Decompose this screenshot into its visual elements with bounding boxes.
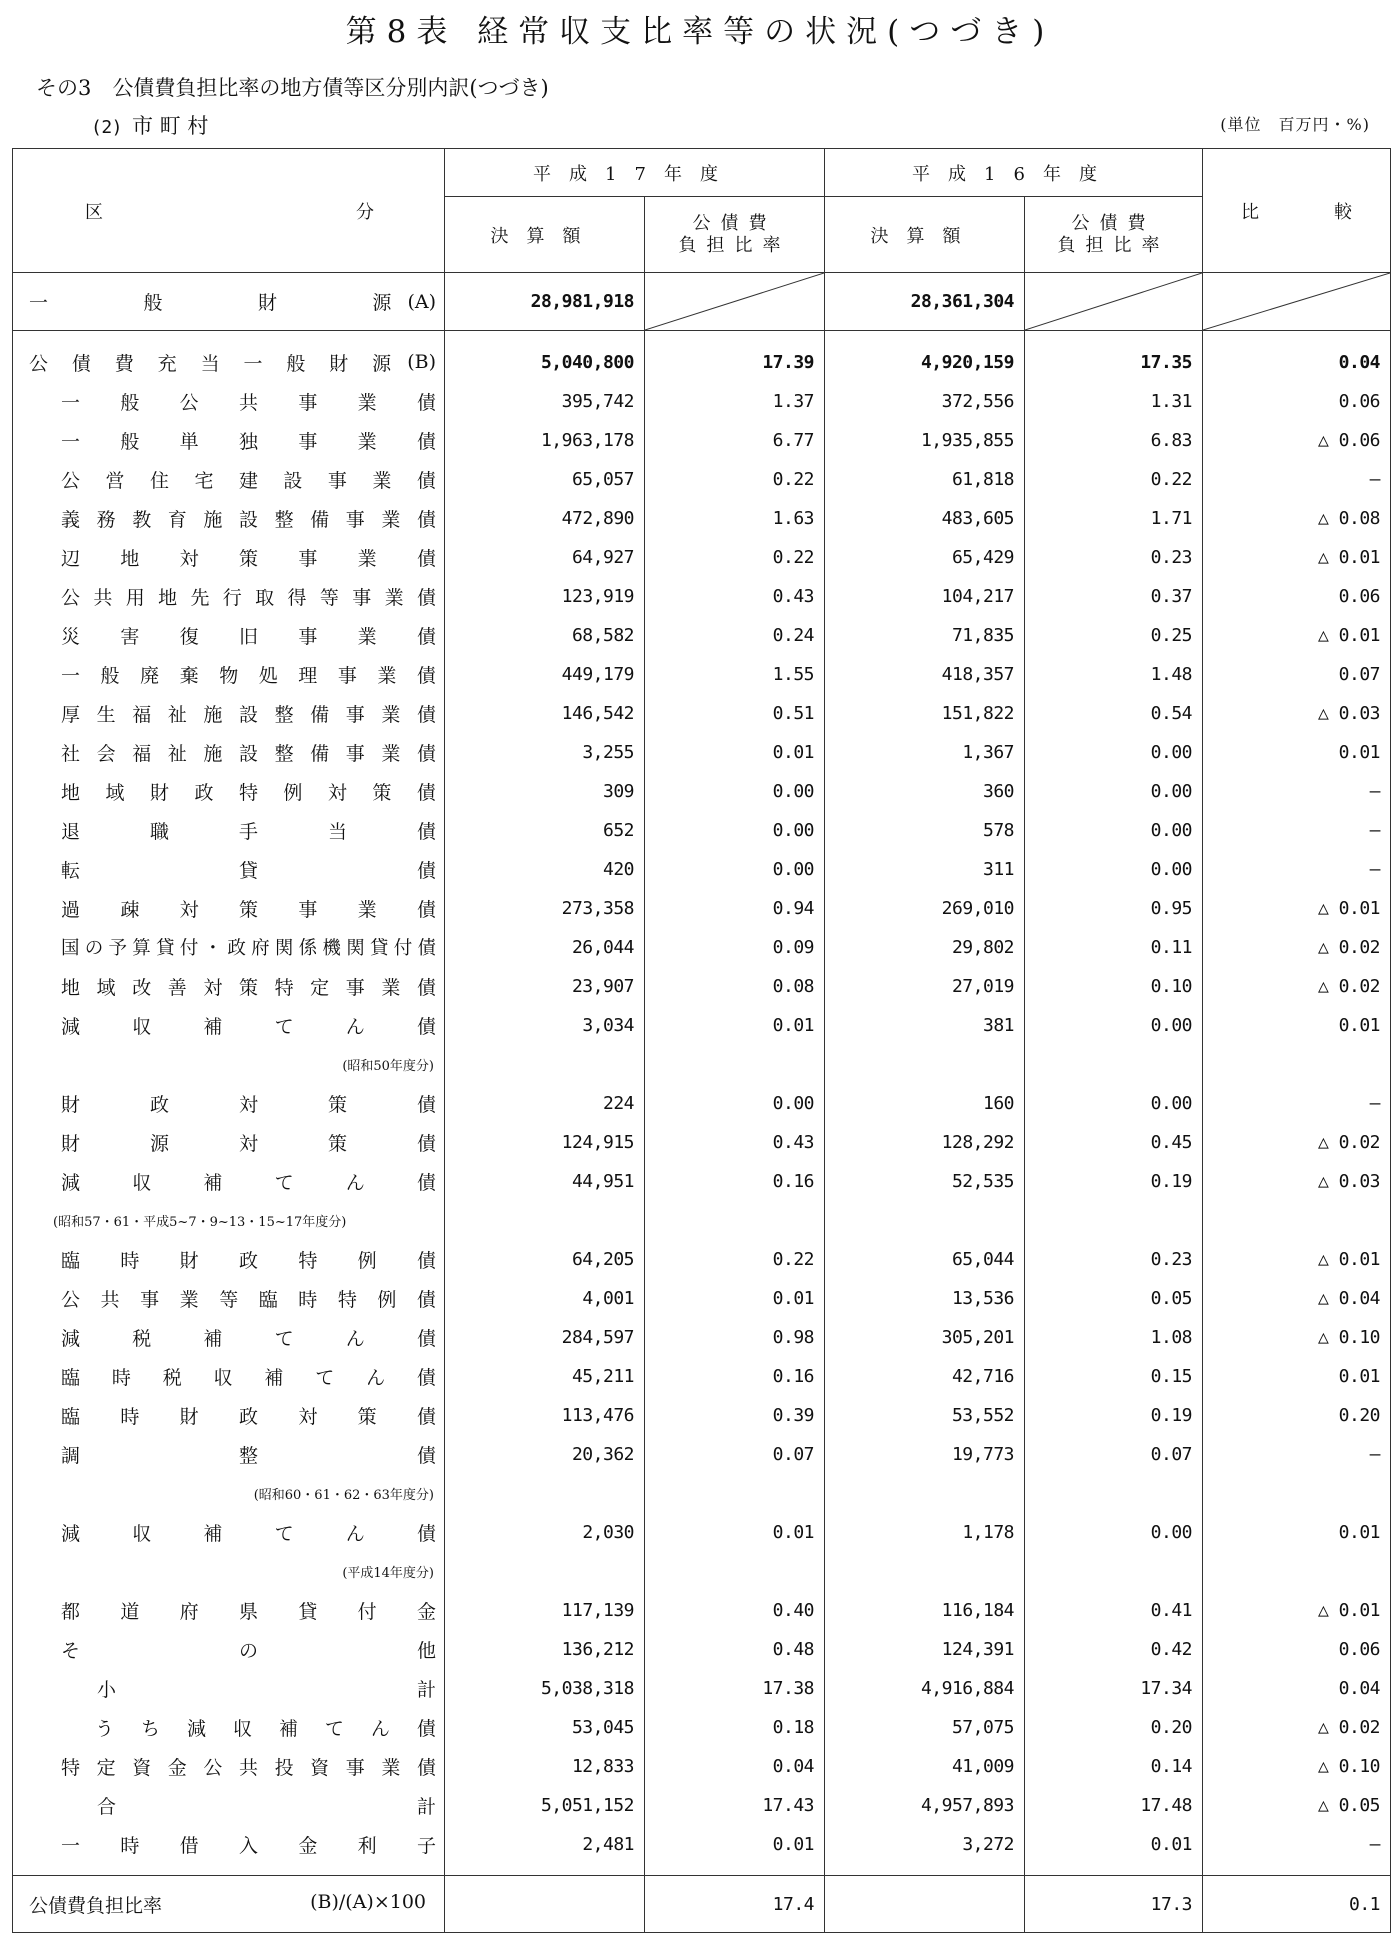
- general-revenue-h16: 28,361,304: [825, 273, 1025, 331]
- row-note: (昭和60・61・62・63年度分): [13, 1474, 445, 1513]
- cell-diff: △ 0.04: [1203, 1279, 1391, 1318]
- cell-r16: 0.00: [1025, 811, 1203, 850]
- cell-h16: 61,818: [825, 460, 1025, 499]
- cell-diff: 0.01: [1203, 733, 1391, 772]
- cell-r16: 1.08: [1025, 1318, 1203, 1357]
- cell-diff: △ 0.05: [1203, 1786, 1391, 1825]
- cell-diff: △ 0.01: [1203, 616, 1391, 655]
- cell-r16: 17.35: [1025, 343, 1203, 382]
- table-row: [13, 1396, 1391, 1435]
- row-label: 一 時 借 入 金 利 子: [13, 1825, 445, 1864]
- cell-h16: 128,292: [825, 1123, 1025, 1162]
- burden-ratio-diff: 0.1: [1203, 1876, 1391, 1933]
- section-number: (2): [90, 117, 122, 138]
- cell-h17: 113,476: [445, 1396, 645, 1435]
- cell-h17: 652: [445, 811, 645, 850]
- cell-h16: 1,935,855: [825, 421, 1025, 460]
- cell-h17: 26,044: [445, 928, 645, 967]
- row-label: 臨 時 税 収 補 て ん 債: [13, 1357, 445, 1396]
- cell-diff: △ 0.01: [1203, 889, 1391, 928]
- row-label: 退 職 手 当 債: [13, 811, 445, 850]
- row-label: 都 道 府 県 貸 付 金: [13, 1591, 445, 1630]
- cell-h17: 472,890: [445, 499, 645, 538]
- cell-h16: 483,605: [825, 499, 1025, 538]
- row-label: 財 政 対 策 債: [13, 1084, 445, 1123]
- cell-h16: 4,916,884: [825, 1669, 1025, 1708]
- cell-h17: 273,358: [445, 889, 645, 928]
- burden-ratio-label: 公債費負担比率: [29, 1894, 163, 1917]
- section-name: 市 町 村: [132, 114, 209, 138]
- cell-h16: 1,367: [825, 733, 1025, 772]
- cell-r17: 0.08: [645, 967, 825, 1006]
- cell-r16: 0.07: [1025, 1435, 1203, 1474]
- cell-diff: 0.01: [1203, 1006, 1391, 1045]
- cell-h16: 305,201: [825, 1318, 1025, 1357]
- cell-r17: 0.00: [645, 811, 825, 850]
- cell-h17: 20,362: [445, 1435, 645, 1474]
- cell-diff: ―: [1203, 811, 1391, 850]
- cell-r16: 0.11: [1025, 928, 1203, 967]
- row-label: 公 共 事 業 等 臨 時 特 例 債: [13, 1279, 445, 1318]
- cell-h16: 381: [825, 1006, 1025, 1045]
- note-row: [13, 1201, 1391, 1240]
- row-label: 義 務 教 育 施 設 整 備 事 業 債: [13, 499, 445, 538]
- unit-label: (単位 百万円・%): [1220, 115, 1370, 134]
- cell-r17: 0.07: [645, 1435, 825, 1474]
- row-label: 国 の 予 算 貸 付 ・ 政 府 関 係 機 関 貸 付 債: [13, 928, 445, 967]
- row-label: 減 税 補 て ん 債: [13, 1318, 445, 1357]
- general-revenue-row: 一 般 財 源 (A) 28,981,918 28,361,304: [13, 273, 1391, 331]
- cell-diff: △ 0.02: [1203, 1123, 1391, 1162]
- cell-h16: 116,184: [825, 1591, 1025, 1630]
- cell-h17: 146,542: [445, 694, 645, 733]
- burden-ratio-h16: 17.3: [1025, 1876, 1203, 1933]
- table-row: [13, 1162, 1391, 1201]
- row-note: (昭和57・61・平成5~7・9~13・15~17年度分): [13, 1201, 445, 1240]
- cell-r17: 0.39: [645, 1396, 825, 1435]
- cell-h16: 418,357: [825, 655, 1025, 694]
- cell-r16: 0.19: [1025, 1162, 1203, 1201]
- cell-r17: 1.55: [645, 655, 825, 694]
- burden-ratio-table: [12, 148, 1391, 1933]
- cell-r16: 0.42: [1025, 1630, 1203, 1669]
- cell-r16: 0.05: [1025, 1279, 1203, 1318]
- cell-h16: 65,044: [825, 1240, 1025, 1279]
- cell-r16: 0.01: [1025, 1825, 1203, 1864]
- cell-r17: 17.43: [645, 1786, 825, 1825]
- cell-r16: 0.15: [1025, 1357, 1203, 1396]
- header-settlement-16: 決算額: [825, 197, 1025, 273]
- cell-r16: 0.95: [1025, 889, 1203, 928]
- cell-r16: 0.25: [1025, 616, 1203, 655]
- cell-h17: 3,255: [445, 733, 645, 772]
- cell-r17: 0.22: [645, 460, 825, 499]
- table-row: [13, 811, 1391, 850]
- cell-h17: 5,051,152: [445, 1786, 645, 1825]
- header-category: 区 分: [13, 149, 445, 273]
- cell-r17: 0.01: [645, 1513, 825, 1552]
- cell-h17: 449,179: [445, 655, 645, 694]
- header-compare: 比 較: [1203, 149, 1391, 273]
- cell-r17: 0.94: [645, 889, 825, 928]
- cell-diff: △ 0.08: [1203, 499, 1391, 538]
- cell-r17: 1.63: [645, 499, 825, 538]
- cell-r16: 1.48: [1025, 655, 1203, 694]
- cell-r17: 0.24: [645, 616, 825, 655]
- cell-h17: 53,045: [445, 1708, 645, 1747]
- cell-r17: 0.04: [645, 1747, 825, 1786]
- cell-diff: ―: [1203, 460, 1391, 499]
- cell-r16: 0.00: [1025, 850, 1203, 889]
- table-row: [13, 850, 1391, 889]
- table-row: [13, 1006, 1391, 1045]
- row-label: 過 疎 対 策 事 業 債: [13, 889, 445, 928]
- cell-h16: 1,178: [825, 1513, 1025, 1552]
- cell-h17: 1,963,178: [445, 421, 645, 460]
- cell-h17: 117,139: [445, 1591, 645, 1630]
- cell-h17: 3,034: [445, 1006, 645, 1045]
- row-label: 転 貸 債: [13, 850, 445, 889]
- note-row: [13, 1474, 1391, 1513]
- cell-diff: ―: [1203, 1084, 1391, 1123]
- table-row: [13, 733, 1391, 772]
- cell-h17: 2,481: [445, 1825, 645, 1864]
- row-label: 減 収 補 て ん 債: [13, 1006, 445, 1045]
- diagonal-cell: [1203, 273, 1391, 331]
- section-heading: [38, 110, 208, 140]
- table-row: [13, 694, 1391, 733]
- cell-diff: 0.04: [1203, 1669, 1391, 1708]
- cell-r16: 0.00: [1025, 772, 1203, 811]
- cell-h16: 27,019: [825, 967, 1025, 1006]
- cell-r16: 0.54: [1025, 694, 1203, 733]
- cell-diff: △ 0.01: [1203, 538, 1391, 577]
- cell-diff: △ 0.02: [1203, 967, 1391, 1006]
- cell-r17: 0.43: [645, 1123, 825, 1162]
- cell-h17: 420: [445, 850, 645, 889]
- row-label: 一 般 単 独 事 業 債: [13, 421, 445, 460]
- header-year17: 平成17年度: [445, 149, 825, 197]
- cell-diff: 0.07: [1203, 655, 1391, 694]
- cell-r17: 0.98: [645, 1318, 825, 1357]
- cell-r17: 0.22: [645, 538, 825, 577]
- cell-r16: 6.83: [1025, 421, 1203, 460]
- table-row: [13, 655, 1391, 694]
- header-year16: 平成16年度: [825, 149, 1203, 197]
- table-row: [13, 1123, 1391, 1162]
- cell-r16: 0.19: [1025, 1396, 1203, 1435]
- cell-r16: 1.71: [1025, 499, 1203, 538]
- table-row: [13, 1669, 1391, 1708]
- cell-h17: 124,915: [445, 1123, 645, 1162]
- cell-r16: 0.37: [1025, 577, 1203, 616]
- cell-r16: 1.31: [1025, 382, 1203, 421]
- row-label: う ち 減 収 補 て ん 債: [13, 1708, 445, 1747]
- cell-diff: △ 0.03: [1203, 1162, 1391, 1201]
- cell-r16: 0.14: [1025, 1747, 1203, 1786]
- row-label: 地 域 財 政 特 例 対 策 債: [13, 772, 445, 811]
- cell-r17: 17.38: [645, 1669, 825, 1708]
- table-row: [13, 1591, 1391, 1630]
- cell-diff: △ 0.01: [1203, 1591, 1391, 1630]
- burden-ratio-h17: 17.4: [645, 1876, 825, 1933]
- cell-h16: 578: [825, 811, 1025, 850]
- cell-h17: 284,597: [445, 1318, 645, 1357]
- header-ratio-16: 公債費 負担比率: [1025, 197, 1203, 273]
- row-label: 地 域 改 善 対 策 特 定 事 業 債: [13, 967, 445, 1006]
- row-label: 臨 時 財 政 対 策 債: [13, 1396, 445, 1435]
- cell-r16: 0.10: [1025, 967, 1203, 1006]
- table-row: [13, 1786, 1391, 1825]
- cell-diff: ―: [1203, 772, 1391, 811]
- row-label: 厚 生 福 祉 施 設 整 備 事 業 債: [13, 694, 445, 733]
- cell-diff: ―: [1203, 1435, 1391, 1474]
- table-row: [13, 1513, 1391, 1552]
- cell-r16: 0.23: [1025, 1240, 1203, 1279]
- row-label: 特 定 資 金 公 共 投 資 事 業 債: [13, 1747, 445, 1786]
- burden-ratio-formula: (B)/(A)×100: [310, 1890, 426, 1913]
- cell-h16: 42,716: [825, 1357, 1025, 1396]
- cell-h17: 5,038,318: [445, 1669, 645, 1708]
- table-row: [13, 1084, 1391, 1123]
- cell-diff: 0.06: [1203, 577, 1391, 616]
- cell-r17: 0.16: [645, 1162, 825, 1201]
- table-row: [13, 1747, 1391, 1786]
- cell-r16: 17.48: [1025, 1786, 1203, 1825]
- cell-r17: 0.01: [645, 1279, 825, 1318]
- cell-r17: 0.00: [645, 850, 825, 889]
- cell-r17: 0.51: [645, 694, 825, 733]
- cell-r16: 0.23: [1025, 538, 1203, 577]
- cell-h16: 104,217: [825, 577, 1025, 616]
- cell-h16: 124,391: [825, 1630, 1025, 1669]
- diagonal-cell: [1025, 273, 1203, 331]
- cell-diff: △ 0.03: [1203, 694, 1391, 733]
- row-label: 公 営 住 宅 建 設 事 業 債: [13, 460, 445, 499]
- page-title: 第8表 経常収支比率等の状況(つづき): [345, 14, 1055, 50]
- cell-h16: 57,075: [825, 1708, 1025, 1747]
- cell-r17: 0.01: [645, 733, 825, 772]
- row-note: (昭和50年度分): [13, 1045, 445, 1084]
- row-label: 減 収 補 て ん 債: [13, 1513, 445, 1552]
- table-row: [13, 1435, 1391, 1474]
- table-row: [13, 889, 1391, 928]
- table-row: [13, 1630, 1391, 1669]
- cell-r17: 0.16: [645, 1357, 825, 1396]
- cell-h17: 123,919: [445, 577, 645, 616]
- row-label: 社 会 福 祉 施 設 整 備 事 業 債: [13, 733, 445, 772]
- cell-r17: 0.00: [645, 1084, 825, 1123]
- cell-diff: ―: [1203, 850, 1391, 889]
- row-label: 公 債 費 充 当 一 般 財 源 (B): [13, 343, 445, 382]
- cell-r16: 0.22: [1025, 460, 1203, 499]
- cell-r17: 0.00: [645, 772, 825, 811]
- cell-h17: 45,211: [445, 1357, 645, 1396]
- cell-h16: 269,010: [825, 889, 1025, 928]
- row-label: 一 般 廃 棄 物 処 理 事 業 債: [13, 655, 445, 694]
- note-row: [13, 1552, 1391, 1591]
- cell-h16: 71,835: [825, 616, 1025, 655]
- cell-h16: 311: [825, 850, 1025, 889]
- row-label: 調 整 債: [13, 1435, 445, 1474]
- cell-r16: 0.45: [1025, 1123, 1203, 1162]
- cell-r17: 1.37: [645, 382, 825, 421]
- cell-h16: 29,802: [825, 928, 1025, 967]
- cell-diff: 0.01: [1203, 1357, 1391, 1396]
- cell-h17: 65,057: [445, 460, 645, 499]
- table-row: [13, 1708, 1391, 1747]
- table-row: [13, 967, 1391, 1006]
- cell-r16: 0.41: [1025, 1591, 1203, 1630]
- cell-h16: 65,429: [825, 538, 1025, 577]
- table-row: [13, 577, 1391, 616]
- cell-r16: 17.34: [1025, 1669, 1203, 1708]
- cell-diff: 0.06: [1203, 1630, 1391, 1669]
- row-label: 臨 時 財 政 特 例 債: [13, 1240, 445, 1279]
- cell-h17: 136,212: [445, 1630, 645, 1669]
- cell-r17: 0.01: [645, 1006, 825, 1045]
- cell-diff: △ 0.02: [1203, 928, 1391, 967]
- table-row: [13, 538, 1391, 577]
- table-row: [13, 499, 1391, 538]
- cell-r17: 0.01: [645, 1825, 825, 1864]
- cell-r17: 6.77: [645, 421, 825, 460]
- table-row: [13, 1240, 1391, 1279]
- table-row: [13, 382, 1391, 421]
- cell-r16: 0.00: [1025, 733, 1203, 772]
- cell-h16: 41,009: [825, 1747, 1025, 1786]
- cell-h16: 160: [825, 1084, 1025, 1123]
- diagonal-cell: [645, 273, 825, 331]
- cell-r17: 0.40: [645, 1591, 825, 1630]
- cell-h16: 52,535: [825, 1162, 1025, 1201]
- general-revenue-label: 一 般 財 源: [29, 292, 392, 314]
- note-row: [13, 1045, 1391, 1084]
- cell-h16: 3,272: [825, 1825, 1025, 1864]
- cell-r16: 0.00: [1025, 1084, 1203, 1123]
- table-row: [13, 928, 1391, 967]
- cell-h16: 13,536: [825, 1279, 1025, 1318]
- table-row: [13, 772, 1391, 811]
- cell-h17: 44,951: [445, 1162, 645, 1201]
- header-settlement-17: 決算額: [445, 197, 645, 273]
- cell-r16: 0.20: [1025, 1708, 1203, 1747]
- general-revenue-h17: 28,981,918: [445, 273, 645, 331]
- cell-r17: 0.48: [645, 1630, 825, 1669]
- table-subtitle: その3 公債費負担比率の地方債等区分別内訳(つづき): [36, 76, 549, 100]
- cell-diff: △ 0.02: [1203, 1708, 1391, 1747]
- cell-h17: 64,927: [445, 538, 645, 577]
- row-label: 小 計: [13, 1669, 445, 1708]
- cell-r17: 17.39: [645, 343, 825, 382]
- table-row: [13, 1357, 1391, 1396]
- cell-diff: 0.01: [1203, 1513, 1391, 1552]
- cell-h16: 151,822: [825, 694, 1025, 733]
- table-row: [13, 343, 1391, 382]
- cell-h17: 68,582: [445, 616, 645, 655]
- cell-r17: 0.09: [645, 928, 825, 967]
- cell-diff: △ 0.01: [1203, 1240, 1391, 1279]
- row-label: 財 源 対 策 債: [13, 1123, 445, 1162]
- row-label: 一 般 公 共 事 業 債: [13, 382, 445, 421]
- row-label: 公 共 用 地 先 行 取 得 等 事 業 債: [13, 577, 445, 616]
- cell-h16: 4,920,159: [825, 343, 1025, 382]
- cell-h17: 64,205: [445, 1240, 645, 1279]
- table-row: [13, 421, 1391, 460]
- cell-h17: 5,040,800: [445, 343, 645, 382]
- cell-h16: 360: [825, 772, 1025, 811]
- cell-h16: 372,556: [825, 382, 1025, 421]
- cell-h17: 309: [445, 772, 645, 811]
- row-note: (平成14年度分): [13, 1552, 445, 1591]
- table-row: [13, 616, 1391, 655]
- row-label: 合 計: [13, 1786, 445, 1825]
- cell-diff: ―: [1203, 1825, 1391, 1864]
- cell-h17: 224: [445, 1084, 645, 1123]
- row-label: 災 害 復 旧 事 業 債: [13, 616, 445, 655]
- cell-h16: 4,957,893: [825, 1786, 1025, 1825]
- cell-diff: △ 0.10: [1203, 1747, 1391, 1786]
- cell-diff: △ 0.06: [1203, 421, 1391, 460]
- row-label: 辺 地 対 策 事 業 債: [13, 538, 445, 577]
- cell-h17: 23,907: [445, 967, 645, 1006]
- cell-diff: 0.06: [1203, 382, 1391, 421]
- cell-h17: 12,833: [445, 1747, 645, 1786]
- burden-ratio-row: [13, 1876, 1391, 1933]
- cell-h16: 19,773: [825, 1435, 1025, 1474]
- cell-r17: 0.22: [645, 1240, 825, 1279]
- row-label: 減 収 補 て ん 債: [13, 1162, 445, 1201]
- cell-r16: 0.00: [1025, 1513, 1203, 1552]
- cell-diff: 0.20: [1203, 1396, 1391, 1435]
- header-ratio-17: 公債費 負担比率: [645, 197, 825, 273]
- table-row: [13, 1825, 1391, 1864]
- table-row: [13, 460, 1391, 499]
- cell-r17: 0.43: [645, 577, 825, 616]
- cell-diff: △ 0.10: [1203, 1318, 1391, 1357]
- cell-r17: 0.18: [645, 1708, 825, 1747]
- cell-h17: 2,030: [445, 1513, 645, 1552]
- cell-diff: 0.04: [1203, 343, 1391, 382]
- cell-h17: 4,001: [445, 1279, 645, 1318]
- table-row: [13, 1279, 1391, 1318]
- cell-h16: 53,552: [825, 1396, 1025, 1435]
- cell-r16: 0.00: [1025, 1006, 1203, 1045]
- cell-h17: 395,742: [445, 382, 645, 421]
- table-row: [13, 1318, 1391, 1357]
- row-label: そ の 他: [13, 1630, 445, 1669]
